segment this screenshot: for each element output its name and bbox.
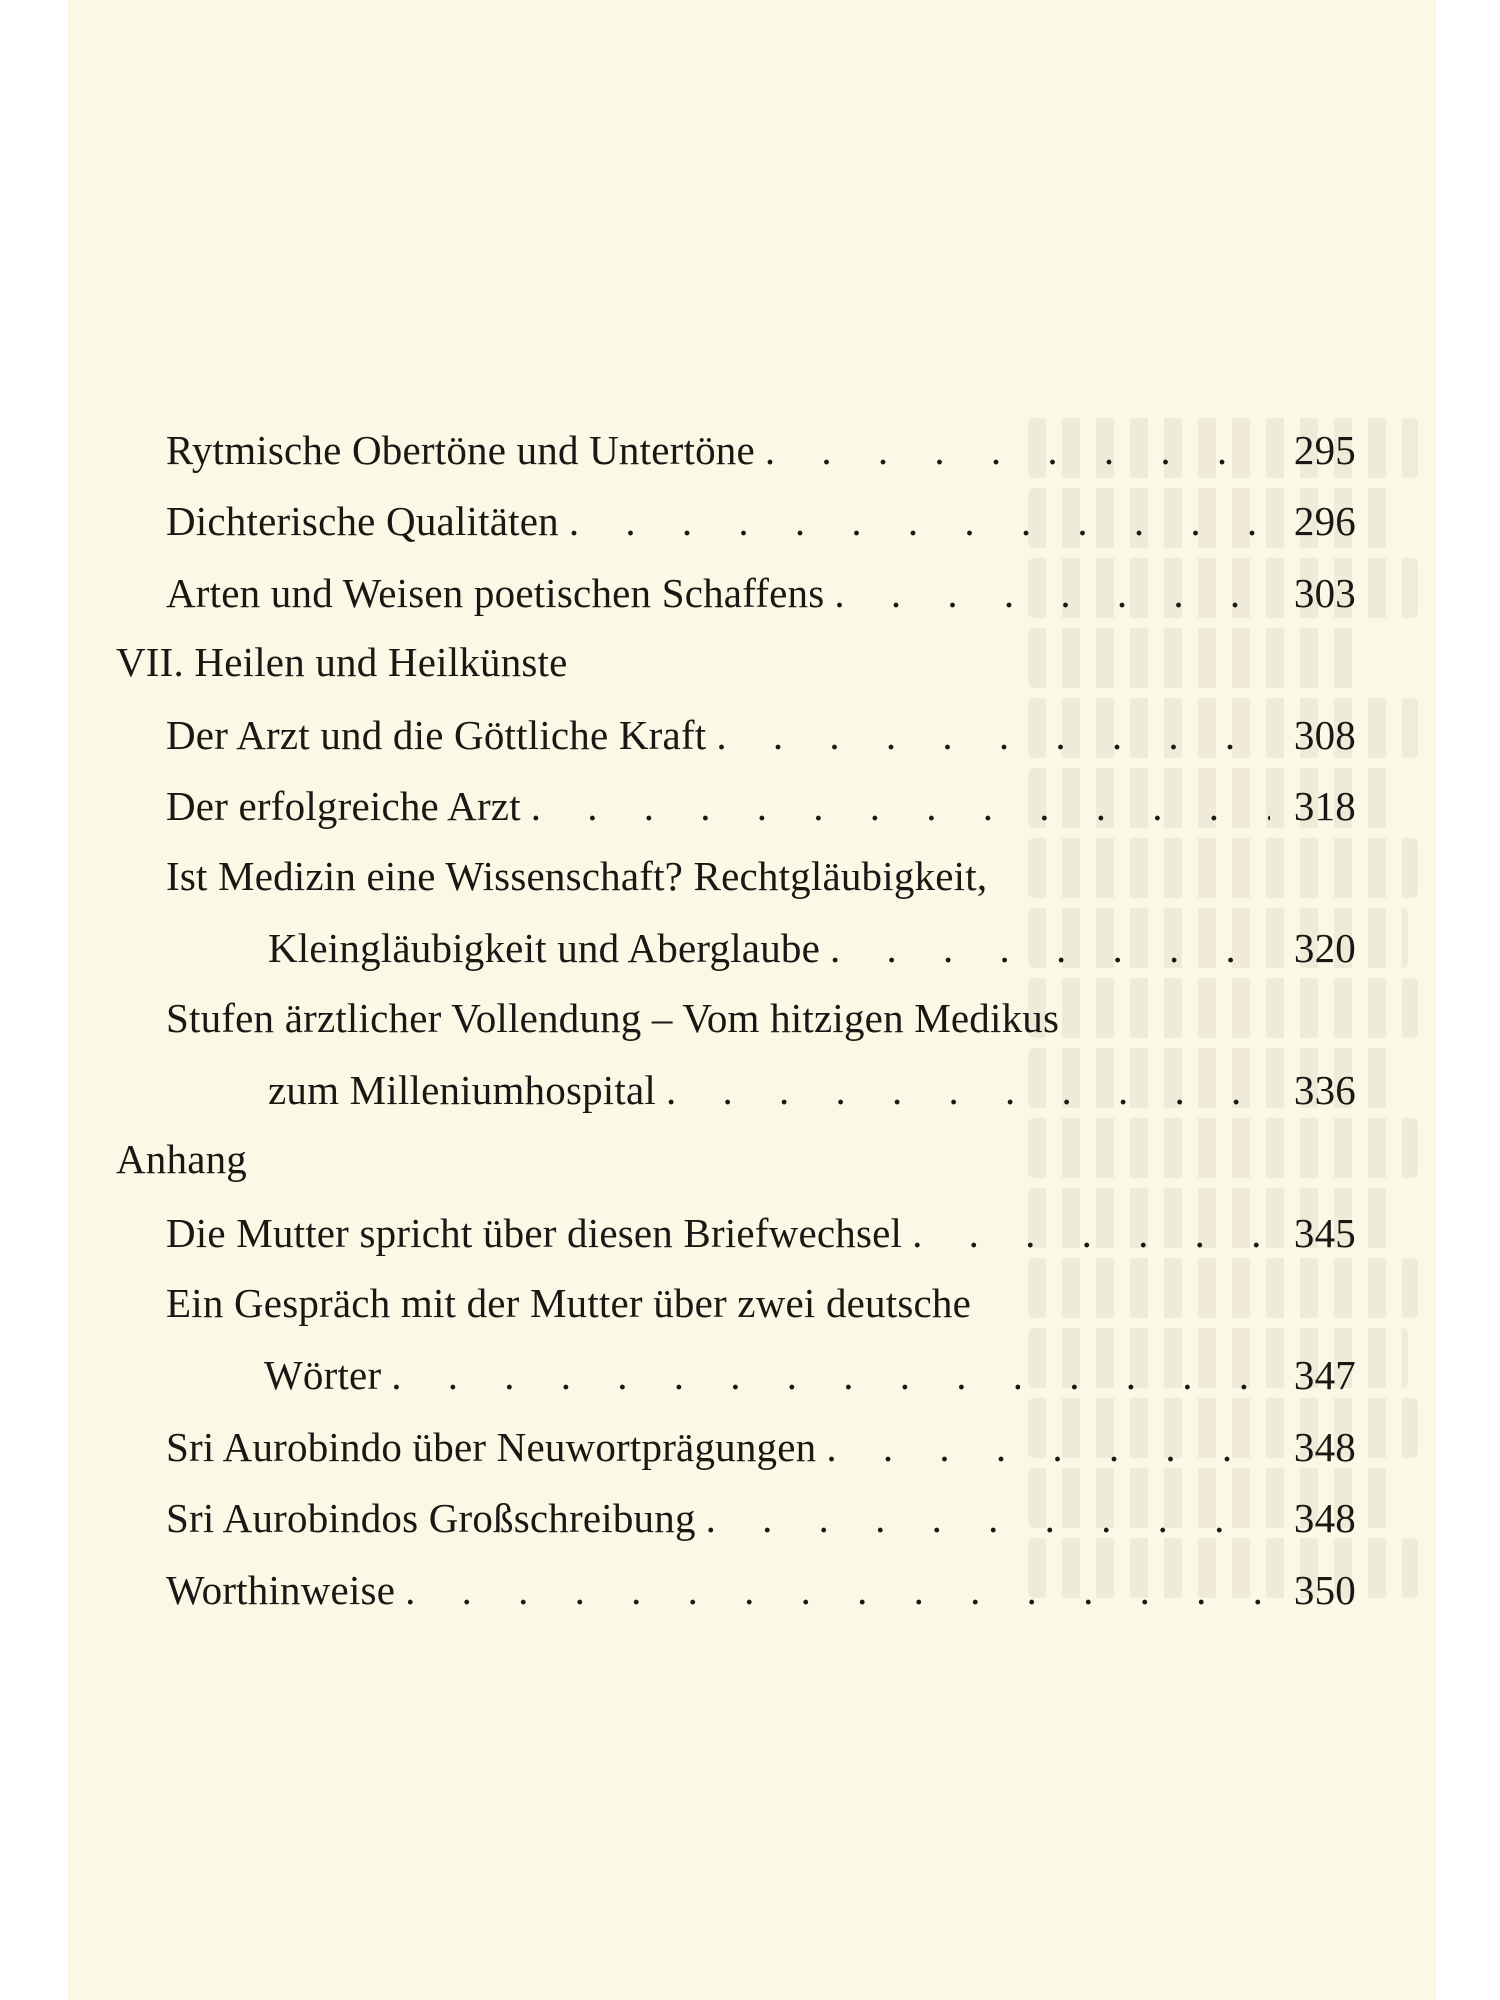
toc-page-number: 348	[1293, 1424, 1356, 1470]
toc-entry-title: Rytmische Obertöne und Untertöne	[166, 427, 755, 473]
toc-entry	[166, 1490, 1356, 1546]
toc-entry-title: Worthinweise	[166, 1567, 396, 1613]
toc-entry-first-line: Ist Medizin eine Wissenschaft? Rechtgläubigkeit,	[166, 853, 988, 899]
table-of-contents	[68, 0, 1436, 2000]
toc-entry	[166, 707, 1356, 763]
toc-entry	[166, 493, 1356, 549]
dot-leader	[765, 422, 1270, 478]
toc-page-number: 308	[1293, 712, 1356, 758]
toc-page-number: 296	[1293, 498, 1356, 544]
dot-leader	[666, 1062, 1270, 1118]
dot-leader	[706, 1490, 1270, 1546]
toc-entry-first-line: Ein Gespräch mit der Mutter über zwei deutsche	[166, 1280, 971, 1326]
toc-entry-title: Der Arzt und die Göttliche Kraft	[166, 712, 707, 758]
toc-page-number: 303	[1293, 570, 1356, 616]
dot-leader	[830, 920, 1270, 976]
toc-entry	[166, 1419, 1356, 1475]
toc-page-number: 347	[1293, 1352, 1356, 1398]
dot-leader	[391, 1347, 1270, 1403]
toc-page-number: 348	[1293, 1495, 1356, 1541]
toc-entry	[166, 1562, 1356, 1618]
toc-entry	[268, 1062, 1356, 1118]
toc-page-number: 295	[1293, 427, 1356, 473]
dot-leader	[531, 778, 1270, 834]
toc-entry-title: Kleingläubigkeit und Aberglaube	[268, 925, 820, 971]
toc-entry	[264, 1347, 1356, 1403]
toc-entry-title: Die Mutter spricht über diesen Briefwechsel	[166, 1210, 903, 1256]
toc-entry	[166, 422, 1356, 478]
toc-entry-title: Arten und Weisen poetischen Schaffens	[166, 570, 825, 616]
toc-entry-title: Wörter	[264, 1352, 382, 1398]
dot-leader	[716, 707, 1270, 763]
dot-leader	[569, 493, 1270, 549]
toc-page-number: 336	[1293, 1067, 1356, 1113]
toc-page-number: 350	[1293, 1567, 1356, 1613]
toc-entry	[166, 778, 1356, 834]
toc-entry	[268, 920, 1356, 976]
toc-entry-title: Der erfolgreiche Arzt	[166, 783, 521, 829]
dot-leader	[826, 1419, 1270, 1475]
toc-entry-title: Sri Aurobindo über Neuwortprägungen	[166, 1424, 817, 1470]
toc-entry-first-line: Stufen ärztlicher Vollendung – Vom hitzigen Medikus	[166, 995, 1060, 1041]
toc-entry	[166, 565, 1356, 621]
section-heading: Anhang	[116, 1136, 248, 1182]
toc-entry-title: Sri Aurobindos Großschreibung	[166, 1495, 696, 1541]
book-page	[68, 0, 1436, 2000]
toc-page-number: 318	[1293, 783, 1356, 829]
dot-leader	[405, 1562, 1270, 1618]
toc-entry-title: zum Milleniumhospital	[268, 1067, 656, 1113]
toc-page-number: 345	[1293, 1210, 1356, 1256]
toc-entry-title: Dichterische Qualitäten	[166, 498, 559, 544]
section-heading: VII. Heilen und Heilkünste	[116, 639, 568, 685]
dot-leader	[834, 565, 1270, 621]
toc-page-number: 320	[1293, 925, 1356, 971]
dot-leader	[912, 1205, 1270, 1261]
toc-entry	[166, 1205, 1356, 1261]
